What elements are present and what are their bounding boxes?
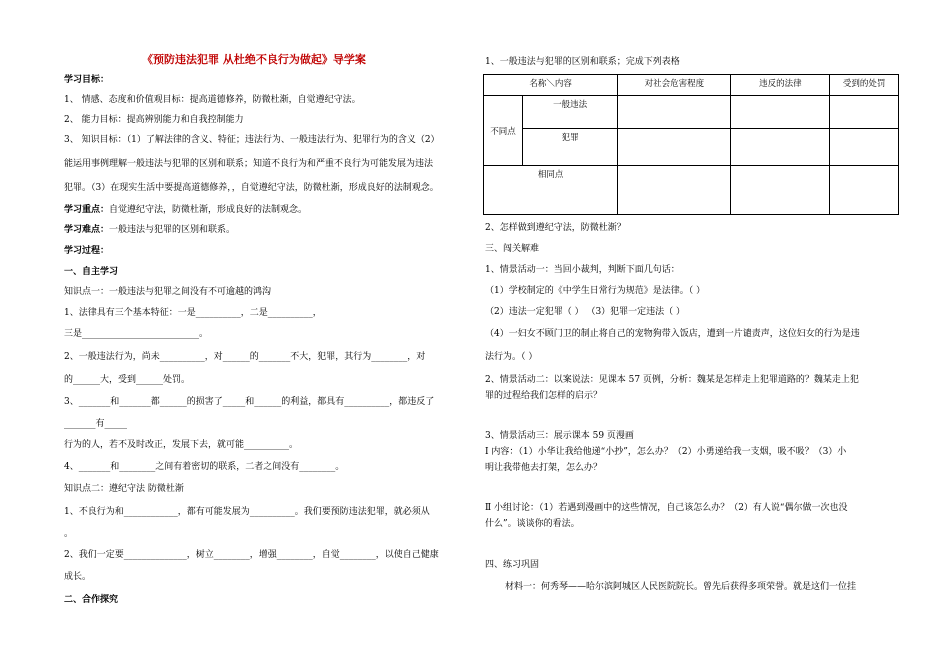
goal-2: 2、 能力目标：提高辨别能力和自我控制能力: [64, 115, 244, 125]
knowledge-point-2: 知识点二：遵纪守法 防微杜渐: [64, 484, 184, 494]
table-cell[interactable]: [731, 166, 830, 215]
knowledge-point-1: 知识点一：一般违法与犯罪之间没有不可逾越的鸿沟: [64, 287, 272, 297]
section-2-heading: 二、合作探究: [64, 595, 119, 605]
question-3-line-3: 行为的人，若不及时改正，发展下去，就可能__________。: [64, 440, 299, 450]
table-cell[interactable]: [830, 96, 899, 129]
question-2-line-2: 的______大，受到______处罚。: [64, 375, 191, 385]
question-1-line-2: 三是__________________________。: [64, 329, 209, 339]
table-header-cell: 受到的处罚: [830, 75, 899, 96]
activity-1: 1、情景活动一：当回小裁判，判断下面几句话：: [485, 265, 680, 275]
table-cell[interactable]: [731, 96, 830, 129]
activity-1-item-1: （1）学校制定的《中学生日常行为规范》是法律。（ ）: [485, 286, 706, 296]
table-cell[interactable]: [731, 129, 830, 166]
table-cell[interactable]: [618, 96, 731, 129]
activity-2-line-1: 2、情景活动二：以案说法：见课本 57 页例，分析：魏某是怎样走上犯罪道路的？魏某走上犯: [485, 375, 859, 385]
page-title: 《预防违法犯罪 从杜绝不良行为做起》导学案: [142, 53, 366, 66]
table-header-cell: 违反的法律: [731, 75, 830, 96]
table-intro: 1、一般违法与犯罪的区别和联系；完成下列表格: [485, 57, 680, 67]
activity-3: 3、情景活动三：展示课本 59 页漫画: [485, 431, 634, 441]
key-label: 学习重点：: [64, 205, 110, 215]
row-label-same: 相同点: [484, 166, 618, 215]
goal-3-line-2: 能运用事例理解一般违法与犯罪的区别和联系；知道不良行为和严重不良行为可能发展为违法: [64, 159, 434, 169]
comparison-table: [483, 74, 899, 215]
table-header-cell: 名称＼内容: [484, 75, 618, 96]
question-3-line-2: _______有_____: [64, 419, 128, 429]
section-3-heading: 三、闯关解难: [485, 244, 540, 254]
question-6-line-2: 成长。: [64, 572, 92, 582]
table-row: [484, 166, 899, 215]
activity-3-discussion-line-1: Ⅱ 小组讨论：（1）若遇到漫画中的这些情况，自己该怎么办？（2）有人说“偶尔做一次也没: [485, 503, 848, 513]
goal-1: 1、 情感、态度和价值观目标：提高道德修养，防微杜渐，自觉遵纪守法。: [64, 95, 361, 105]
goal-3-line-1: 3、 知识目标：（1）了解法律的含义、特征；违法行为、一般违法行为、犯罪行为的含义（2）: [64, 135, 440, 145]
row-label-crime: 犯罪: [523, 129, 618, 166]
table-cell[interactable]: [618, 166, 731, 215]
goal-3-line-3: 犯罪。（3）在现实生活中要提高道德修养，，自觉遵纪守法，防微杜渐，形成良好的法制观念。: [64, 183, 439, 193]
table-cell[interactable]: [830, 129, 899, 166]
question-5-line-2: 。: [64, 529, 74, 539]
question-3-line-1: 3、_______和_______都______的损害了_____和______的利益，都具有__________，都违反了: [64, 397, 435, 407]
activity-2-line-2: 罪的过程给我们怎样的启示？: [485, 391, 603, 401]
key-text: 自觉遵纪守法，防微杜渐，形成良好的法制观念。: [109, 205, 308, 215]
row-label-general-violation: 一般违法: [523, 96, 618, 129]
question-keep-law: 2、怎样做到遵纪守法，防微杜渐？: [485, 223, 626, 233]
activity-3-content-line-1: Ⅰ 内容：（1）小华让我给他递“小抄”，怎么办？（2）小勇递给我一支烟，吸不吸？（3）小: [485, 447, 847, 457]
material-1: 材料一：何秀琴——哈尔滨阿城区人民医院院长。曾先后获得多项荣誉。就是这们一位挂: [505, 582, 857, 592]
table-header-row: [484, 75, 899, 96]
difficulty-label: 学习难点：: [64, 225, 110, 235]
table-row: [484, 96, 899, 129]
section-4-heading: 四、练习巩固: [485, 560, 540, 570]
difficulty: [64, 224, 235, 236]
process-heading: 学习过程：: [64, 246, 110, 256]
table-cell[interactable]: [618, 129, 731, 166]
difficulty-text: 一般违法与犯罪的区别和联系。: [109, 225, 236, 235]
question-4: 4、_______和________之间有着密切的联系，二者之间没有________。: [64, 462, 345, 472]
row-label-different: 不同点: [484, 96, 523, 166]
activity-1-items-2-3: （2）违法一定犯罪（ ） （3）犯罪一定违法（ ）: [485, 307, 686, 317]
question-5-line-1: 1、不良行为和____________，都有可能发展为__________。我们要预防违法犯罪，就必须从: [64, 507, 430, 517]
activity-3-content-line-2: 明让我带他去打架，怎么办？: [485, 463, 603, 473]
question-6-line-1: 2、我们一定要______________，树立________，增强________，自觉________，以使自己健康: [64, 550, 439, 560]
question-2-line-1: 2、一般违法行为，尚未__________，对______的_______不大，犯罪，其行为________，对: [64, 352, 426, 362]
section-1-heading: 一、自主学习: [64, 267, 119, 277]
activity-1-item-4-line-2: 法行为。（ ）: [485, 352, 538, 362]
key-point: [64, 204, 307, 216]
question-1-line-1: 1、法律具有三个基本特征：一是__________，二是__________，: [64, 308, 322, 318]
activity-1-item-4-line-1: （4）一妇女不顾门卫的制止将自己的宠物狗带入饭店，遭到一片谴责声，这位妇女的行为是违: [485, 329, 860, 339]
table-row: [484, 129, 899, 166]
table-cell[interactable]: [830, 166, 899, 215]
table-header-cell: 对社会危害程度: [618, 75, 731, 96]
goals-heading: 学习目标：: [64, 75, 110, 85]
activity-3-discussion-line-2: 什么”。谈谈你的看法。: [485, 519, 580, 529]
